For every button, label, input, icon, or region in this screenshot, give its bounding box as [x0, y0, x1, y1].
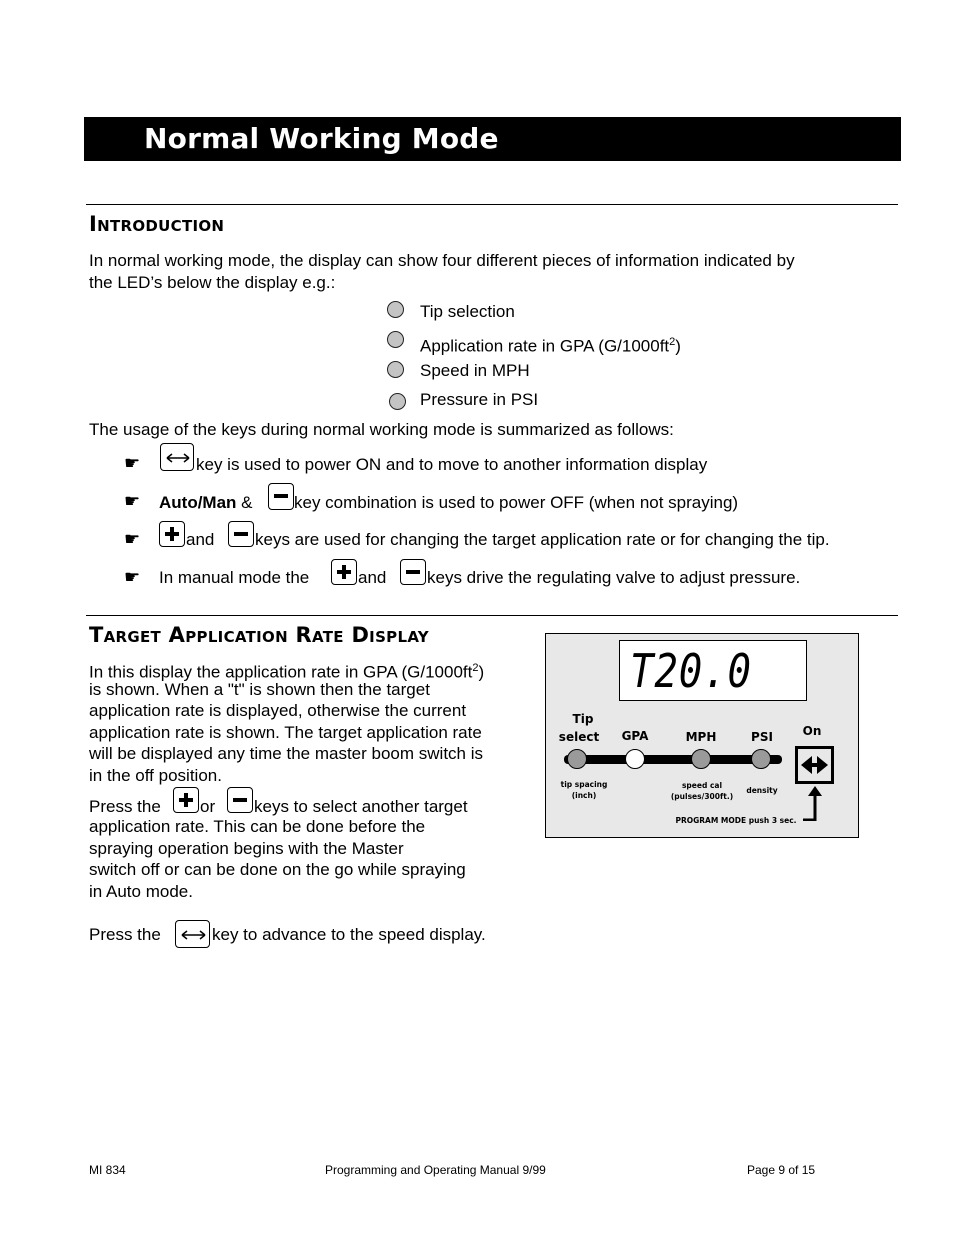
led-psi [751, 749, 771, 769]
pointing-hand-icon: ☛ [124, 529, 141, 549]
target-paragraph-line: will be displayed any time the master boom switch is [89, 744, 483, 763]
target-paragraph-line: or [200, 797, 216, 816]
minus-key-icon [400, 559, 426, 585]
bullet-text: and [358, 568, 387, 587]
lcd-readout: T20.0 [630, 644, 752, 698]
footer-page-number: Page 9 of 15 [747, 1163, 816, 1177]
gpa-label: GPA [621, 729, 649, 743]
usage-line: The usage of the keys during normal working mode is summarized as follows: [89, 420, 674, 439]
speed-cal-label: speed cal [681, 781, 723, 790]
target-line1-tail: ) [478, 662, 485, 682]
bullet-text: key is used to power ON and to move to another information display [196, 455, 708, 474]
psi-label: PSI [751, 730, 773, 744]
arrow-key-icon [175, 920, 210, 948]
led-indicator [387, 301, 404, 318]
intro-paragraph-line: In normal working mode, the display can show four different pieces of information indicated by [89, 251, 795, 270]
plus-key-icon [159, 521, 185, 547]
select-label: select [558, 730, 600, 744]
bullet-text: keys are used for changing the target application rate or for changing the tip. [255, 530, 830, 549]
auto-man-label: Auto/Man [159, 493, 237, 512]
led-tip [567, 749, 587, 769]
pointing-hand-icon: ☛ [124, 567, 141, 587]
pointing-hand-icon: ☛ [124, 453, 141, 473]
on-arrow-key[interactable] [795, 746, 834, 784]
bullet-text: and [186, 530, 215, 549]
minus-key-icon [268, 483, 294, 510]
led-item-gpa-text: Application rate in GPA (G/1000ft [420, 336, 670, 356]
led-item-psi: Pressure in PSI [420, 390, 539, 409]
led-item-mph: Speed in MPH [420, 361, 530, 380]
led-item-gpa-tail: ) [675, 336, 681, 356]
page-title: Normal Working Mode [144, 122, 499, 155]
target-paragraph-line: Press the [89, 925, 161, 944]
led-gpa-lit [625, 749, 645, 769]
target-line1-text: In this display the application rate in GPA (G/1000ft [89, 662, 473, 682]
lcd-display [619, 640, 807, 701]
led-mph [691, 749, 711, 769]
target-paragraph-line: application rate is shown. The target application rate [89, 723, 482, 742]
minus-key-icon [228, 521, 254, 547]
bullet-text: In manual mode the [159, 568, 310, 587]
tip-label: Tip [572, 712, 594, 726]
on-label: On [802, 724, 822, 738]
speed-cal-unit: (pulses/300ft.) [670, 792, 734, 801]
led-indicator [389, 393, 406, 410]
minus-key-icon [227, 787, 253, 813]
plus-key-icon [173, 787, 199, 813]
footer-doc-id: MI 834 [89, 1163, 126, 1177]
target-paragraph-line: application rate. This can be done before the [89, 817, 426, 836]
target-paragraph-line: Press the [89, 797, 161, 816]
superscript: 2 [669, 336, 676, 348]
tip-spacing-unit: (inch) [571, 791, 597, 800]
superscript: 2 [472, 662, 479, 674]
target-paragraph-line: application rate is displayed, otherwise the current [89, 701, 467, 720]
tip-spacing-label: tip spacing [560, 780, 608, 789]
led-bar [564, 755, 782, 764]
target-paragraph-line: is shown. When a "t" is shown then the target [89, 680, 430, 699]
ampersand: & [236, 493, 253, 512]
section-divider [86, 204, 898, 205]
intro-heading: Introduction [89, 212, 225, 236]
density-label: density [746, 786, 778, 795]
target-paragraph-line: switch off or can be done on the go while spraying [89, 860, 466, 879]
intro-paragraph-line: the LED’s below the display e.g.: [89, 273, 336, 292]
target-paragraph-line: key to advance to the speed display. [212, 925, 486, 944]
target-paragraph-line: in the off position. [89, 766, 222, 785]
target-paragraph-line: in Auto mode. [89, 882, 193, 901]
bullet-text: keys drive the regulating valve to adjust pressure. [427, 568, 801, 587]
led-item-tip: Tip selection [420, 302, 515, 321]
arrow-key-icon [160, 443, 194, 471]
led-indicator [387, 331, 404, 348]
section-divider [86, 615, 898, 616]
pointing-hand-icon: ☛ [124, 491, 141, 511]
program-mode-label: PROGRAM MODE push 3 sec. [675, 816, 797, 825]
plus-key-icon [331, 559, 357, 585]
footer-manual-title: Programming and Operating Manual 9/99 [325, 1163, 546, 1177]
mph-label: MPH [685, 730, 717, 744]
target-paragraph-line: spraying operation begins with the Master [89, 839, 404, 858]
bullet-text: key combination is used to power OFF (when not spraying) [294, 493, 739, 512]
bullet-text [159, 492, 253, 514]
led-item-gpa [420, 331, 681, 358]
led-indicator [387, 361, 404, 378]
double-arrow-icon [798, 749, 831, 781]
target-heading: Target Application Rate Display [89, 623, 429, 647]
target-paragraph-line: keys to select another target [254, 797, 468, 816]
